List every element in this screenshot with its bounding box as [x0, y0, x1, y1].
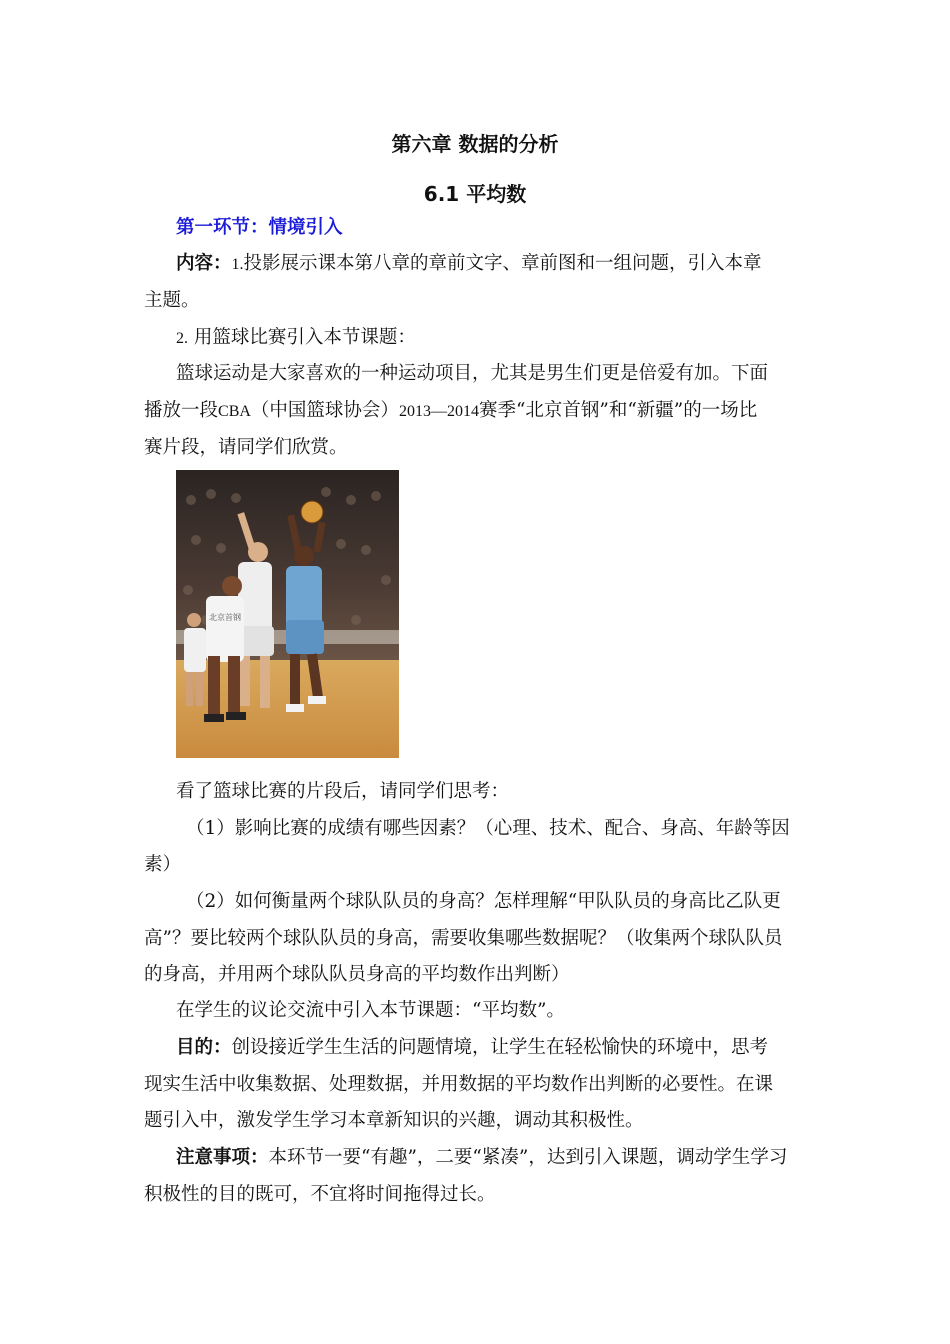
purpose-line-1 — [176, 1036, 808, 1060]
notes-line-1 — [176, 1146, 808, 1170]
conclusion-line: 在学生的议论交流中引入本节课题：“平均数”。 — [176, 1000, 565, 1021]
item2-number: 2. — [176, 330, 188, 347]
chapter-title: 第六章 数据的分析 — [391, 132, 559, 156]
para1-line-3: 赛片段，请同学们欣赏。 — [144, 437, 348, 458]
question2-line-1: （2）如何衡量两个球队队员的身高？怎样理解“甲队队员的身高比乙队更 — [186, 891, 781, 912]
notes-text: 本环节一要“有趣”，二要“紧凑”，达到引入课题，调动学生学习 — [268, 1147, 788, 1168]
jersey-text: 北京首钢 — [209, 613, 241, 622]
basketball-game-photo — [176, 470, 399, 758]
purpose-line-3: 题引入中，激发学生学习本章新知识的兴趣，调动其积极性。 — [144, 1110, 644, 1131]
think-intro: 看了篮球比赛的片段后，请同学们思考： — [176, 781, 510, 802]
item2-text: 用篮球比赛引入本节课题： — [193, 327, 416, 348]
item1-number: 1. — [231, 256, 244, 273]
purpose-label: 目的： — [176, 1037, 232, 1058]
content-line-1 — [176, 252, 808, 277]
item1-text: 投影展示课本第八章的章前文字、章前图和一组问题，引入本章 — [243, 253, 762, 274]
item2-line — [176, 326, 808, 351]
notes-line-2: 积极性的目的既可，不宜将时间拖得过长。 — [144, 1184, 496, 1205]
notes-label: 注意事项： — [176, 1147, 269, 1168]
question1-line-1: （1）影响比赛的成绩有哪些因素？（心理、技术、配合、身高、年龄等因 — [186, 818, 790, 839]
question2-line-2: 高”？要比较两个球队队员的身高，需要收集哪些数据呢？（收集两个球队队员 — [144, 928, 783, 949]
para1-post: 赛季“北京首钢”和“新疆”的一场比 — [478, 400, 758, 421]
para1-mid: （中国篮球协会） — [250, 400, 399, 421]
basketball-scene-illustration — [176, 470, 399, 758]
part1-heading: 第一环节：情境引入 — [176, 217, 343, 238]
content-line-2: 主题。 — [144, 290, 200, 311]
purpose-line-2: 现实生活中收集数据、处理数据，并用数据的平均数作出判断的必要性。在课 — [144, 1074, 774, 1095]
season-years: 2013—2014 — [398, 403, 479, 420]
para1-line-2 — [144, 399, 808, 424]
section-title: 6.1 平均数 — [423, 182, 527, 206]
purpose-text: 创设接近学生生活的问题情境，让学生在轻松愉快的环境中，思考 — [231, 1037, 769, 1058]
para1-line-1: 篮球运动是大家喜欢的一种运动项目，尤其是男生们更是倍爱有加。下面 — [176, 363, 769, 384]
content-label: 内容： — [176, 253, 232, 274]
para1-pre: 播放一段 — [144, 400, 219, 421]
question1-line-2: 素） — [144, 854, 182, 875]
question2-line-3: 的身高，并用两个球队队员身高的平均数作出判断） — [144, 964, 570, 985]
cba-text: CBA — [218, 403, 251, 420]
